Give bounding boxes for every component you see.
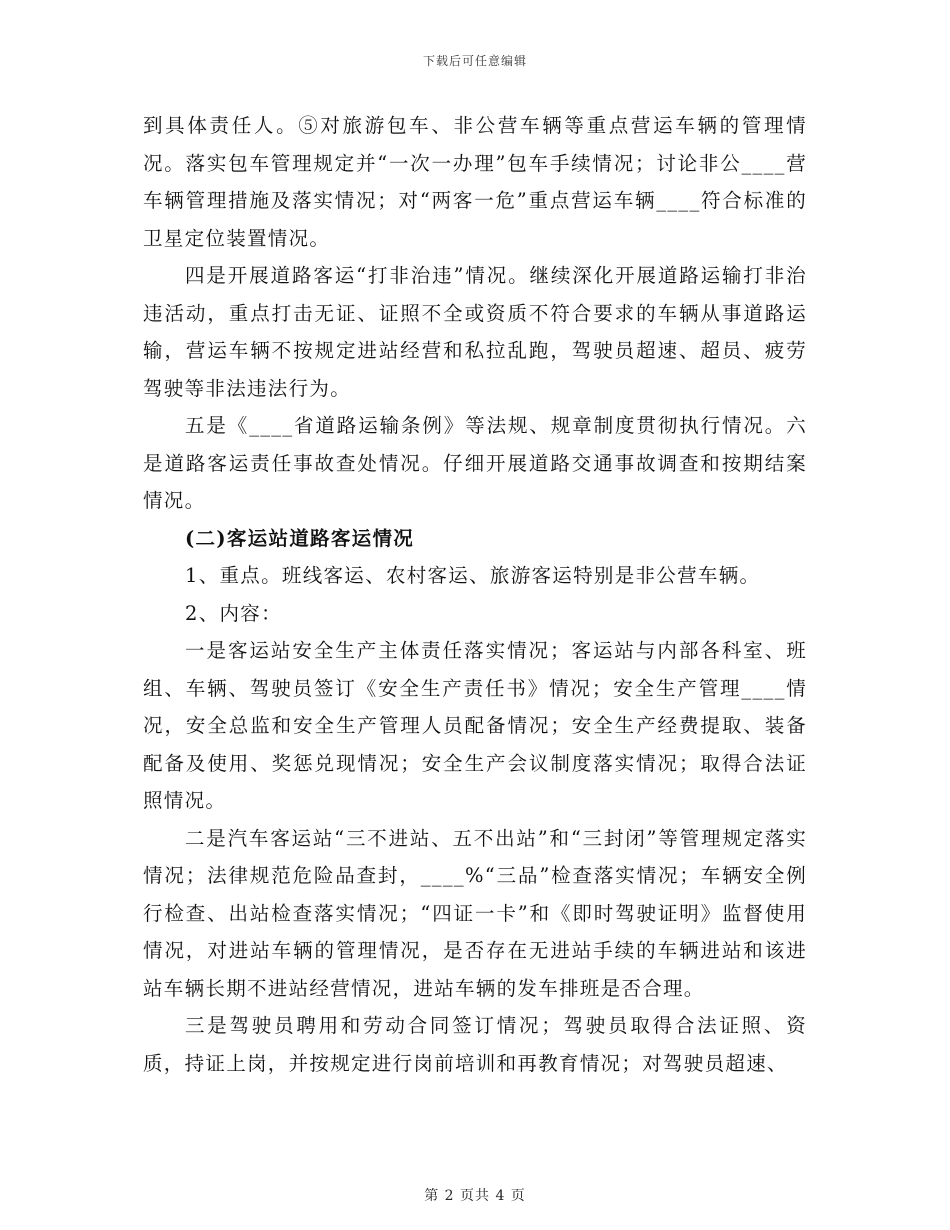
paragraph-item-one: 一是客运站安全生产主体责任落实情况；客运站与内部各科室、班组、车辆、驾驶员签订《安全生产责任书》情况；安全生产管理____情况，安全总监和安全生产管理人员配备情况；安全生产经费提取、装备配备及使用、奖惩兑现情况；安全生产会议制度落实情况；取得合法证照情况。 <box>143 639 807 812</box>
paragraph-item-five-six: 五是《____省道路运输条例》等法规、规章制度贯彻执行情况。六是道路客运责任事故查处情况。仔细开展道路交通事故调查和按期结案情况。 <box>143 414 807 512</box>
section-heading: (二)客运站道路客运情况 <box>185 526 415 550</box>
document-body <box>143 107 807 1082</box>
paragraph-content-label: 2、内容： <box>185 601 282 625</box>
paragraph-continuation: 到具体责任人。⑤对旅游包车、非公营车辆等重点营运车辆的管理情况。落实包车管理规定并“一次一办理”包车手续情况；讨论非公____营车辆管理措施及落实情况；对“两客一危”重点营运车辆____符合标准的卫星定位装置情况。 <box>143 114 807 250</box>
paragraph-item-four: 四是开展道路客运“打非治违”情况。继续深化开展道路运输打非治违活动，重点打击无证、证照不全或资质不符合要求的车辆从事道路运输，营运车辆不按规定进站经营和私拉乱跑，驾驶员超速、超员、疲劳驾驶等非法违法行为。 <box>143 264 807 400</box>
paragraph-item-two: 二是汽车客运站“三不进站、五不出站”和“三封闭”等管理规定落实情况；法律规范危险品查封，____%“三品”检查落实情况；车辆安全例行检查、出站检查落实情况；“四证一卡”和《即时驾驶证明》监督使用情况，对进站车辆的管理情况，是否存在无进站手续的车辆进站和该进站车辆长期不进站经营情况，进站车辆的发车排班是否合理。 <box>143 826 807 1000</box>
paragraph-item-three: 三是驾驶员聘用和劳动合同签订情况；驾驶员取得合法证照、资质，持证上岗，并按规定进行岗前培训和再教育情况；对驾驶员超速、 <box>143 1014 807 1075</box>
paragraph-focus: 1、重点。班线客运、农村客运、旅游客运特别是非公营车辆。 <box>185 564 761 587</box>
page-footer: 第 2 页共 4 页 <box>424 1188 526 1204</box>
page-header: 下载后可任意编辑 <box>422 54 527 68</box>
